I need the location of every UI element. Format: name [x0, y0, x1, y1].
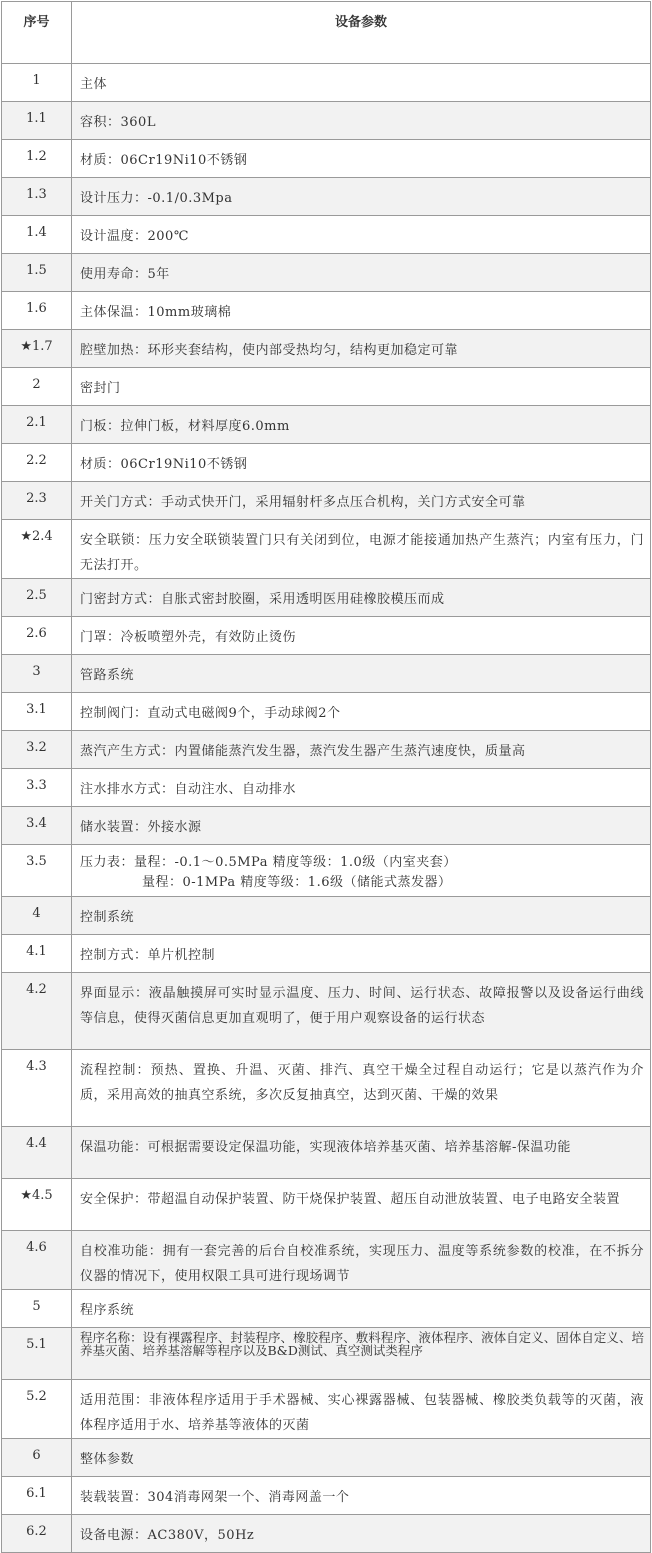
row-number: 4	[2, 897, 72, 935]
row-parameter	[72, 1179, 651, 1231]
row-parameter-text: 压力表：量程：-0.1～0.5MPa 精度等级：1.0级（内室夹套）	[80, 855, 457, 870]
table-row	[2, 444, 651, 482]
row-parameter	[72, 1477, 651, 1515]
row-parameter-text: 开关门方式：手动式快开门，采用辐射杆多点压合机构，关门方式安全可靠	[80, 495, 526, 510]
row-parameter-text: 适用范围：非液体程序适用于手术器械、实心裸露器械、包装器械、橡胶类负载等的灭菌，液体程序适用于水、培养基等液体的灭菌	[80, 1393, 644, 1433]
row-parameter	[72, 444, 651, 482]
row-parameter	[72, 845, 651, 897]
row-number: 3	[2, 655, 72, 693]
row-parameter-text: 密封门	[80, 381, 121, 396]
row-parameter-text: 设计压力：-0.1/0.3Mpa	[80, 191, 233, 206]
table-row	[2, 897, 651, 935]
row-parameter-text: 主体保温：10mm玻璃棉	[80, 305, 232, 320]
row-number: ★4.5	[2, 1179, 72, 1231]
row-parameter	[72, 1127, 651, 1179]
table-row	[2, 254, 651, 292]
row-number: 2.2	[2, 444, 72, 482]
row-parameter-text: 管路系统	[80, 668, 135, 683]
row-parameter-text: 腔壁加热：环形夹套结构，使内部受热均匀，结构更加稳定可靠	[80, 343, 459, 358]
row-number: 5.1	[2, 1328, 72, 1380]
header-no: 序号	[2, 2, 72, 64]
row-number: 1.6	[2, 292, 72, 330]
table-row	[2, 1127, 651, 1179]
row-parameter	[72, 330, 651, 368]
row-parameter	[72, 520, 651, 579]
table-row	[2, 1231, 651, 1290]
row-number: 6.1	[2, 1477, 72, 1515]
row-number: 3.5	[2, 845, 72, 897]
row-parameter-text: 程序名称：设有裸露程序、封装程序、橡胶程序、敷料程序、液体程序、液体自定义、固体自定义、培养基灭菌、培养基溶解等程序以及B&D测试、真空测试类程序	[80, 1330, 644, 1358]
row-number: 4.2	[2, 973, 72, 1050]
row-parameter	[72, 1515, 651, 1553]
table-row	[2, 845, 651, 897]
row-parameter-text: 蒸汽产生方式：内置储能蒸汽发生器，蒸汽发生器产生蒸汽速度快，质量高	[80, 744, 526, 759]
table-row	[2, 520, 651, 579]
table-row	[2, 973, 651, 1050]
row-parameter-text: 控制方式：单片机控制	[80, 948, 216, 963]
row-parameter-text: 界面显示：液晶触摸屏可实时显示温度、压力、时间、运行状态、故障报警以及设备运行曲线等信息，使得灭菌信息更加直观明了，便于用户观察设备的运行状态	[80, 986, 644, 1026]
row-parameter	[72, 482, 651, 520]
row-parameter-text: 材质：06Cr19Ni10不锈钢	[80, 153, 248, 168]
table-row	[2, 1439, 651, 1477]
row-parameter-text: 使用寿命：5年	[80, 267, 170, 282]
row-number: 5	[2, 1290, 72, 1328]
row-number: 1.1	[2, 102, 72, 140]
table-row	[2, 935, 651, 973]
row-number: 5.2	[2, 1380, 72, 1439]
table-row	[2, 807, 651, 845]
row-number: 4.1	[2, 935, 72, 973]
table-row	[2, 1050, 651, 1127]
table-row	[2, 1328, 651, 1380]
row-parameter	[72, 1290, 651, 1328]
row-parameter-text: 主体	[80, 77, 108, 92]
row-parameter-text: 程序系统	[80, 1303, 135, 1318]
row-parameter-text: 储水装置：外接水源	[80, 820, 202, 835]
row-number: 3.4	[2, 807, 72, 845]
row-parameter	[72, 178, 651, 216]
row-parameter	[72, 897, 651, 935]
table-row	[2, 1179, 651, 1231]
row-parameter-text: 门密封方式：自胀式密封胶圈，采用透明医用硅橡胶模压而成	[80, 592, 445, 607]
row-parameter-text-line2: 量程：0-1MPa 精度等级：1.6级（储能式蒸发器）	[142, 875, 452, 890]
row-parameter-text: 设备电源：AC380V，50Hz	[80, 1528, 255, 1543]
row-number: 2	[2, 368, 72, 406]
row-parameter	[72, 406, 651, 444]
row-number: 2.5	[2, 579, 72, 617]
row-number: 1.3	[2, 178, 72, 216]
table-row	[2, 292, 651, 330]
row-parameter-text: 容积：360L	[80, 115, 156, 130]
row-parameter	[72, 64, 651, 102]
row-parameter	[72, 1380, 651, 1439]
table-row	[2, 216, 651, 254]
row-number: 4.3	[2, 1050, 72, 1127]
row-number: 2.6	[2, 617, 72, 655]
row-number: 2.1	[2, 406, 72, 444]
row-parameter	[72, 368, 651, 406]
header-param: 设备参数	[72, 2, 651, 64]
table-row	[2, 693, 651, 731]
row-parameter-text: 门板：拉伸门板，材料厚度6.0mm	[80, 419, 290, 434]
row-parameter-text: 自校准功能：拥有一套完善的后台自校准系统，实现压力、温度等系统参数的校准，在不拆分仪器的情况下，使用权限工具可进行现场调节	[80, 1244, 644, 1284]
row-number: 6.2	[2, 1515, 72, 1553]
row-parameter	[72, 140, 651, 178]
table-row	[2, 178, 651, 216]
row-parameter-text: 流程控制：预热、置换、升温、灭菌、排汽、真空干燥全过程自动运行；它是以蒸汽作为介质，采用高效的抽真空系统，多次反复抽真空，达到灭菌、干燥的效果	[80, 1063, 644, 1103]
row-parameter-text: 材质：06Cr19Ni10不锈钢	[80, 457, 248, 472]
spec-table	[1, 1, 651, 1553]
row-parameter-text: 门罩：冷板喷塑外壳，有效防止烫伤	[80, 630, 297, 645]
table-row	[2, 579, 651, 617]
row-number: 4.6	[2, 1231, 72, 1290]
table-row	[2, 368, 651, 406]
row-parameter-text: 保温功能：可根据需要设定保温功能，实现液体培养基灭菌、培养基溶解-保温功能	[80, 1140, 571, 1155]
row-number: 2.3	[2, 482, 72, 520]
row-parameter-text: 安全联锁：压力安全联锁装置门只有关闭到位，电源才能接通加热产生蒸汽；内室有压力，门无法打开。	[80, 533, 644, 573]
table-row	[2, 1515, 651, 1553]
row-parameter-text: 整体参数	[80, 1452, 135, 1467]
row-parameter	[72, 731, 651, 769]
row-parameter	[72, 254, 651, 292]
table-row	[2, 769, 651, 807]
table-row	[2, 1380, 651, 1439]
table-row	[2, 1290, 651, 1328]
row-number: 1.5	[2, 254, 72, 292]
row-parameter	[72, 807, 651, 845]
row-parameter-text: 控制阀门：直动式电磁阀9个，手动球阀2个	[80, 706, 341, 721]
row-parameter-text: 设计温度：200℃	[80, 229, 189, 244]
row-number: ★2.4	[2, 520, 72, 579]
table-row	[2, 406, 651, 444]
table-row	[2, 102, 651, 140]
row-number: 6	[2, 1439, 72, 1477]
row-parameter	[72, 769, 651, 807]
row-number: 3.2	[2, 731, 72, 769]
table-row	[2, 731, 651, 769]
table-row	[2, 330, 651, 368]
row-parameter-text: 注水排水方式：自动注水、自动排水	[80, 782, 297, 797]
row-number: 3.1	[2, 693, 72, 731]
row-number: 1.4	[2, 216, 72, 254]
row-parameter	[72, 1050, 651, 1127]
row-number: 1	[2, 64, 72, 102]
row-parameter	[72, 1328, 651, 1380]
table-row	[2, 655, 651, 693]
table-row	[2, 64, 651, 102]
table-row	[2, 617, 651, 655]
row-parameter	[72, 102, 651, 140]
row-parameter	[72, 617, 651, 655]
row-parameter-text: 装载装置：304消毒网架一个、消毒网盖一个	[80, 1490, 350, 1505]
table-row	[2, 140, 651, 178]
row-parameter	[72, 216, 651, 254]
row-parameter	[72, 973, 651, 1050]
table-row	[2, 482, 651, 520]
table-row	[2, 1477, 651, 1515]
row-parameter	[72, 935, 651, 973]
row-number: 1.2	[2, 140, 72, 178]
row-parameter	[72, 1439, 651, 1477]
row-number: 3.3	[2, 769, 72, 807]
row-parameter	[72, 693, 651, 731]
row-parameter	[72, 292, 651, 330]
row-parameter	[72, 1231, 651, 1290]
row-parameter	[72, 579, 651, 617]
row-number: 4.4	[2, 1127, 72, 1179]
row-parameter-text: 控制系统	[80, 910, 135, 925]
row-parameter-text: 安全保护：带超温自动保护装置、防干烧保护装置、超压自动泄放装置、电子电路安全装置	[80, 1192, 621, 1207]
table-header-row	[2, 2, 651, 64]
row-number: ★1.7	[2, 330, 72, 368]
table-body	[2, 64, 651, 1553]
row-parameter	[72, 655, 651, 693]
